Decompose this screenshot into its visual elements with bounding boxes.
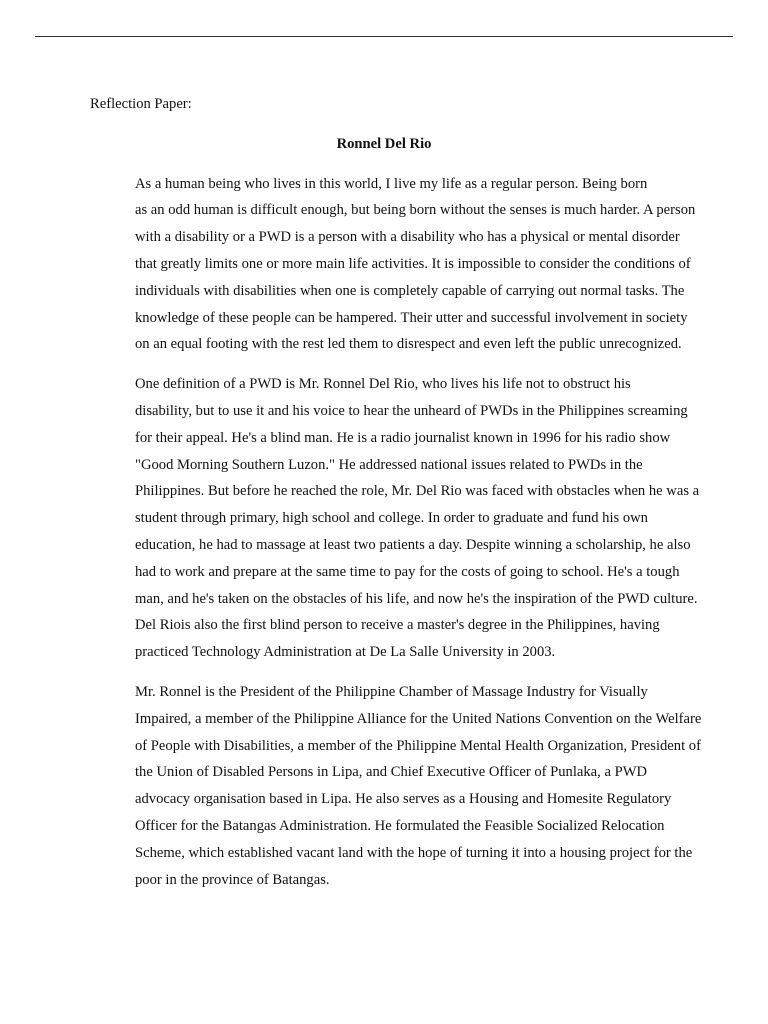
paragraph-line: "Good Morning Southern Luzon." He addressed national issues related to PWDs in the <box>135 456 643 473</box>
paragraph-line: of People with Disabilities, a member of the Philippine Mental Health Organization, President of <box>135 737 701 754</box>
paragraph-line: Scheme, which established vacant land with the hope of turning it into a housing project for the <box>135 844 693 861</box>
paragraph-line: had to work and prepare at the same time to pay for the costs of going to school. He's a tough <box>135 563 680 580</box>
document-body <box>90 91 702 893</box>
paragraph-line: poor in the province of Batangas. <box>135 871 330 888</box>
document-label: Reflection Paper: <box>90 96 192 112</box>
paragraph-line: as an odd human is difficult enough, but being born without the senses is much harder. A person <box>135 202 696 219</box>
paragraph-line: Mr. Ronnel is the President of the Philippine Chamber of Massage Industry for Visually <box>135 683 648 700</box>
paragraph-line: for their appeal. He's a blind man. He is a radio journalist known in 1996 for his radio show <box>135 429 671 446</box>
paragraph-line: that greatly limits one or more main life activities. It is impossible to consider the conditions of <box>135 255 691 272</box>
paragraph-line: student through primary, high school and college. In order to graduate and fund his own <box>135 510 648 527</box>
paragraph-line: One definition of a PWD is Mr. Ronnel Del Rio, who lives his life not to obstruct his <box>135 376 631 393</box>
paragraph-line: on an equal footing with the rest led them to disrespect and even left the public unrecognized. <box>135 336 682 353</box>
paragraph-line: knowledge of these people can be hampered. Their utter and successful involvement in society <box>135 309 688 326</box>
paragraph-3 <box>90 679 702 893</box>
header-divider <box>35 36 733 37</box>
paragraph-1 <box>90 171 696 359</box>
paragraph-line: Impaired, a member of the Philippine Alliance for the United Nations Convention on the Welfare <box>135 710 702 727</box>
paragraph-line: with a disability or a PWD is a person with a disability who has a physical or mental disorder <box>135 229 680 246</box>
paragraph-line: advocacy organisation based in Lipa. He also serves as a Housing and Homesite Regulatory <box>135 791 672 808</box>
paragraph-line: man, and he's taken on the obstacles of his life, and now he's the inspiration of the PWD culture. <box>135 590 698 607</box>
document-title: Ronnel Del Rio <box>336 135 432 152</box>
paragraph-line: As a human being who lives in this world, I live my life as a regular person. Being born <box>135 175 648 192</box>
paragraph-line: individuals with disabilities when one is completely capable of carrying out normal tasks. The <box>135 282 685 299</box>
paragraph-line: Philippines. But before he reached the role, Mr. Del Rio was faced with obstacles when he was a <box>135 483 700 500</box>
paragraph-line: the Union of Disabled Persons in Lipa, and Chief Executive Officer of Punlaka, a PWD <box>135 764 648 781</box>
paragraph-line: practiced Technology Administration at De La Salle University in 2003. <box>135 644 556 661</box>
paragraph-line: education, he had to massage at least two patients a day. Despite winning a scholarship, he also <box>135 536 691 553</box>
paragraph-line: disability, but to use it and his voice to hear the unheard of PWDs in the Philippines screaming <box>135 402 688 419</box>
paragraph-2 <box>90 371 700 666</box>
paragraph-line: Officer for the Batangas Administration. He formulated the Feasible Socialized Relocation <box>135 817 665 834</box>
paragraph-line: Del Riois also the first blind person to receive a master's degree in the Philippines, having <box>135 617 660 634</box>
